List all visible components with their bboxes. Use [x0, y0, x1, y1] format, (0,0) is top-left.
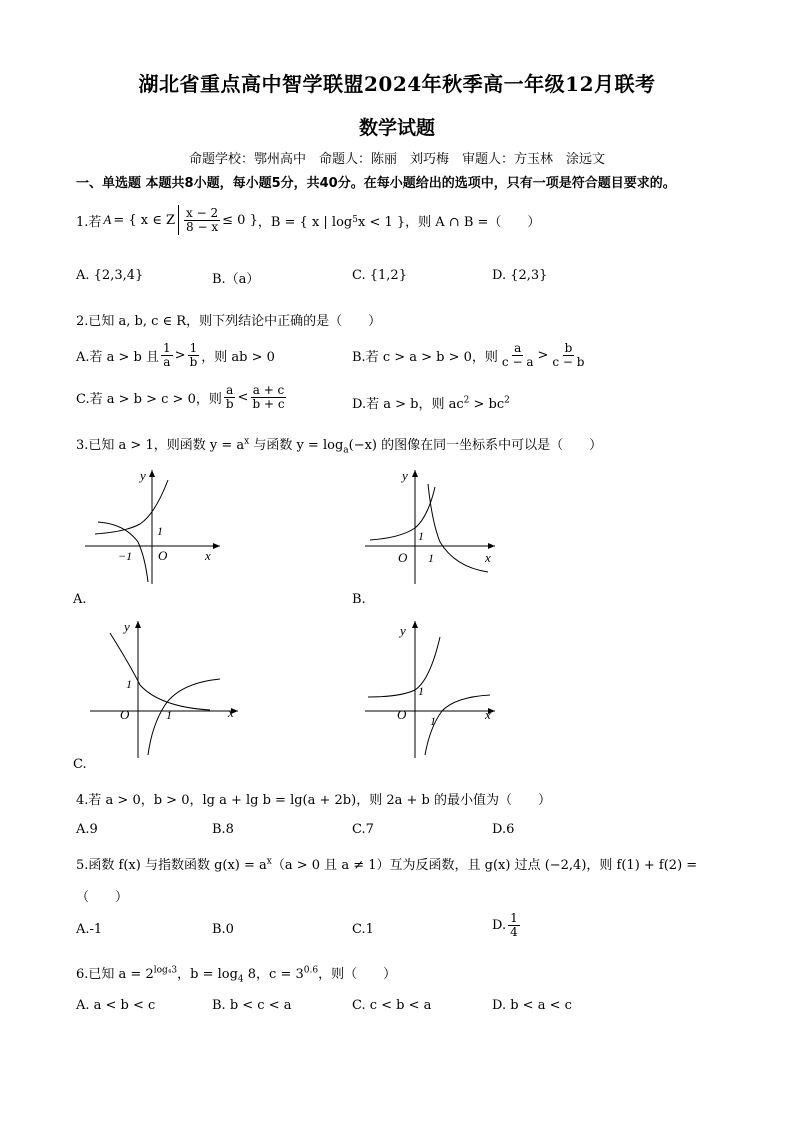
q6-stem-a: 6.已知 a = 2 — [76, 967, 154, 982]
question-2: 2.已知 a, b, c ∈ R，则下列结论中正确的是（ ） — [76, 314, 382, 329]
graph-d-y-label: y — [400, 623, 406, 638]
q2-a-frac2 — [188, 342, 200, 368]
graph-b-x-arrow — [488, 543, 495, 549]
graph-b-exp-curve — [370, 487, 435, 540]
q1-option-b: B.（a） — [212, 272, 260, 287]
graph-a-y-label: y — [140, 468, 146, 483]
q4-option-a: A.9 — [76, 822, 98, 837]
q3-stem-sub: a — [343, 445, 349, 456]
q3-graph-b — [360, 462, 510, 587]
q6-stem-sup: log₄3 — [153, 965, 178, 976]
q2-a-num2: 1 — [189, 341, 198, 355]
graph-d-exp-curve — [368, 637, 440, 697]
q2-c-frac2 — [250, 384, 286, 410]
q5-d-den: 4 — [510, 924, 518, 939]
q6-option-c: C. c < b < a — [352, 998, 432, 1013]
q1-frac-num: x − 2 — [186, 205, 219, 220]
graph-b-x-label: x — [485, 550, 491, 565]
graph-c-one-x: 1 — [166, 708, 172, 722]
q6-option-a: A. a < b < c — [76, 998, 156, 1013]
q2-d-sup1: 2 — [463, 395, 470, 406]
q1-b-expr-end: x < 1 }，则 A ∩ B =（ ） — [357, 214, 541, 230]
q5-stem-b: （a > 0 且 a ≠ 1）互为反函数，且 g(x) 过点 (−2,4)，则 f(1) + f(2) = — [271, 858, 698, 873]
q2-c-num1: a — [226, 383, 234, 397]
graph-a-one: 1 — [157, 524, 163, 538]
q2-option-c — [76, 384, 289, 410]
q1-b-sub: 5 — [352, 215, 358, 225]
q2-b-frac2 — [550, 342, 586, 368]
q1-option-a: A. {2,3,4} — [76, 268, 144, 283]
q2-a-den1: a — [163, 354, 171, 369]
graph-c-x-label: x — [228, 705, 234, 720]
question-5 — [76, 854, 697, 873]
q1-prefix: 1.若 — [76, 214, 102, 230]
q4-option-c: C.7 — [352, 822, 374, 837]
graph-a-origin: O — [158, 548, 168, 563]
q4-option-d: D.6 — [492, 822, 515, 837]
q6-option-b: B. b < c < a — [212, 998, 292, 1013]
q2-a-tail: ，则 ab > 0 — [201, 349, 275, 365]
graph-d-x-label: x — [485, 707, 491, 722]
q1-option-c: C. {1,2} — [352, 268, 407, 283]
graph-b-y-label: y — [402, 468, 408, 483]
graph-a-x-label: x — [205, 548, 211, 563]
q6-stem-sup2: 0.6 — [303, 965, 319, 976]
graph-c-origin: O — [120, 707, 130, 722]
q3-graph-c — [80, 615, 245, 760]
q2-option-b — [352, 342, 588, 368]
graph-a-x-arrow — [213, 543, 220, 549]
q1-frac-den: 8 − x — [186, 219, 219, 234]
q5-stem-line2: （ ） — [76, 890, 129, 905]
q4-option-b: B.8 — [212, 822, 234, 837]
q1-fraction — [184, 207, 220, 233]
graph-c-decay-curve — [110, 633, 210, 710]
q2-d-sup2: 2 — [504, 395, 510, 406]
q2-a-frac1 — [161, 342, 173, 368]
exam-subtitle: 数学试题 — [358, 117, 435, 139]
q1-divider — [178, 205, 179, 235]
q2-c-lt: < — [237, 389, 249, 405]
q2-b-num1: a — [514, 341, 522, 355]
q2-c-text: C.若 a > b > c > 0，则 — [76, 391, 222, 407]
q5-d-num: 1 — [510, 911, 518, 925]
section-heading: 一、单选题 本题共8小题，每小题5分，共40分。在每小题给出的选项中，只有一项是符合题目要求的。 — [76, 176, 676, 191]
graph-a-y-arrow — [149, 470, 155, 477]
graph-b-log-curve — [428, 484, 488, 572]
q5-d-prefix: D. — [492, 917, 507, 933]
q2-b-gt: > — [537, 347, 549, 363]
q2-a-num1: 1 — [163, 341, 171, 355]
q5-option-d — [492, 912, 522, 938]
graph-c-y-arrow — [135, 621, 141, 628]
q3-stem-c: (−x) 的图像在同一坐标系中可以是（ ） — [348, 438, 603, 453]
q2-option-d — [352, 393, 510, 412]
q3-label-a: A. — [73, 592, 87, 607]
question-4: 4.若 a > 0，b > 0，lg a + lg b = lg(a + 2b)，则 2a + b 的最小值为（ ） — [76, 793, 551, 808]
question-1 — [76, 205, 540, 235]
q6-option-d: D. b < a < c — [492, 998, 572, 1013]
q3-graph-a — [80, 462, 230, 587]
question-3 — [76, 434, 602, 456]
q6-stem-c: 8，c = 3 — [243, 967, 304, 982]
q5-d-frac — [508, 912, 520, 938]
q1-set-a: A — [103, 212, 112, 227]
graph-a-neg-one: −1 — [118, 549, 133, 563]
q2-option-a — [76, 342, 275, 368]
graph-d-one-x: 1 — [430, 714, 436, 728]
q3-stem-a: 3.已知 a > 1，则函数 y = a — [76, 438, 245, 453]
q1-a-expr-end: ≤ 0 } — [222, 212, 258, 228]
q2-a-text: A.若 a > b 且 — [76, 349, 160, 365]
q2-b-frac1 — [500, 342, 536, 368]
q5-option-c: C.1 — [352, 922, 374, 937]
graph-c-y-label: y — [124, 619, 130, 634]
q6-stem-d: ，则（ ） — [318, 967, 397, 982]
graph-c-log-curve — [148, 679, 220, 755]
q2-d-mid: > bc — [469, 397, 505, 412]
q2-c-den2: b + c — [252, 396, 285, 411]
q3-stem-sup: x — [244, 436, 250, 447]
q2-a-gt: > — [174, 347, 186, 363]
q3-label-b: B. — [352, 592, 366, 607]
q2-c-num2: a + c — [252, 383, 285, 397]
q2-b-num2: b — [564, 341, 573, 355]
graph-d-origin: O — [397, 707, 407, 722]
q2-d-text: D.若 a > b，则 ac — [352, 397, 464, 412]
q5-stem-sup: x — [266, 856, 272, 867]
graph-b-y-arrow — [412, 470, 418, 477]
q2-b-text: B.若 c > a > b > 0，则 — [352, 349, 498, 365]
graph-b-origin: O — [398, 550, 408, 565]
graph-c-one-y: 1 — [126, 677, 132, 691]
q2-c-frac1 — [224, 384, 236, 410]
q1-option-d: D. {2,3} — [492, 268, 548, 283]
q3-label-c: C. — [73, 757, 87, 772]
q6-stem-sub: 4 — [237, 974, 244, 985]
graph-d-one-y: 1 — [418, 684, 424, 698]
q2-b-den2: c − b — [552, 354, 585, 369]
q5-option-b: B.0 — [212, 922, 234, 937]
q5-option-a: A.-1 — [76, 922, 103, 937]
q2-c-den1: b — [225, 396, 234, 411]
q5-stem-a: 5.函数 f(x) 与指数函数 g(x) = a — [76, 858, 267, 873]
q1-b-expr: ，B = { x | log — [257, 214, 353, 230]
q1-a-expr-start: = { x ∈ Z — [113, 212, 176, 228]
exam-meta: 命题学校：鄂州高中 命题人：陈丽 刘巧梅 审题人：方玉林 涂远文 — [188, 152, 605, 167]
q2-b-den1: c − a — [501, 354, 534, 369]
q3-stem-b: 与函数 y = log — [249, 438, 344, 453]
graph-d-y-arrow — [412, 621, 418, 628]
question-6 — [76, 963, 396, 985]
q3-graph-d — [360, 615, 510, 760]
q2-a-den2: b — [189, 354, 198, 369]
graph-b-one-y: 1 — [418, 529, 424, 543]
q6-stem-b: ，b = log — [177, 967, 238, 982]
exam-title: 湖北省重点高中智学联盟2024年秋季高一年级12月联考 — [138, 72, 656, 96]
graph-b-one-x: 1 — [428, 551, 434, 565]
